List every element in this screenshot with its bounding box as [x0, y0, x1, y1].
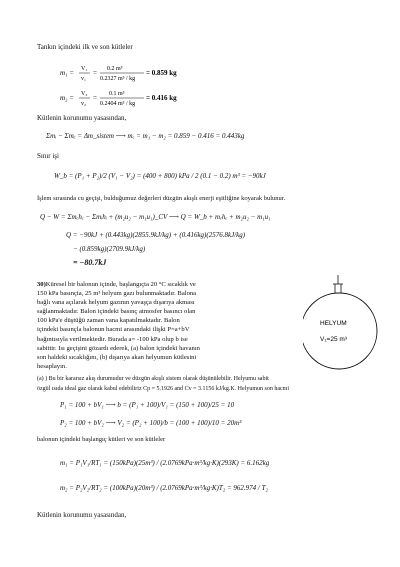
- mass-conservation-text-2: Kütlenin korunumu yasasından,: [37, 511, 127, 519]
- m1-result: = 0.859 kg: [146, 69, 177, 77]
- m2-lhs: m₂ =: [60, 94, 74, 102]
- mass-conservation-text: Kütlenin korunumu yasasından,: [37, 114, 127, 122]
- m2-result: = 0.416 kg: [146, 94, 177, 102]
- p1-equation: P₁ = 100 + bV₁ ⟶ b = (P₁ + 100)/V₁ = (150 + 100)/25 = 10: [60, 401, 235, 409]
- energy-intro-text: İşlem sırasında cu geçişi, bulduğumuz değerleri düzgün akışlı enerji eşitliğine koyarak bulunur.: [37, 195, 286, 202]
- volume-label: V₁=25 m³: [320, 336, 347, 343]
- m2-frac1-num: V₂: [81, 91, 88, 97]
- m1-frac2-num: 0.2 m³: [107, 66, 123, 72]
- m1-frac2-den: 0.2327 m³ / kg: [100, 76, 136, 82]
- m1-equation: [60, 62, 190, 84]
- problem-line: bağlı vana açılarak helyum gazının yavaşça dışarıya akması: [37, 299, 195, 307]
- balloon-diagram: [303, 275, 387, 375]
- svg-text:=: =: [93, 69, 97, 77]
- energy-balance-equation: Q − W = Σmₑhₑ − Σmᵢhᵢ + (m₂u₂ − m₁u₁)_CV ⟶ Q = W_b + mₑhₑ + m₂u₂ − m₁u₁: [40, 213, 271, 221]
- m1-balloon-equation: m₁ = P₁V₁/RT₁ = (150kPa)(25m³) / (2.0769kPa·m³/kg·K)(293K) = 6.162kg: [60, 459, 270, 467]
- svg-text:=: =: [93, 94, 97, 102]
- problem-line: bağıntısıyla verilmektedir. Burada a= -100 kPa olup b ise: [37, 335, 188, 343]
- problem-line: son haldeki sıcaklığını, (b) dışarıya akan helyumun kütlesini: [37, 353, 197, 361]
- m2-frac1-den: v₂: [81, 101, 87, 107]
- boundary-work-label: Sınır işi: [37, 152, 59, 160]
- energy-result: = −80.7kJ: [73, 258, 107, 267]
- problem-line: 100 kPa'e düştüğü zaman vana kapatılmaktadır. Balon: [37, 317, 180, 325]
- problem-line: hesaplayın.: [37, 362, 67, 370]
- balloon-figure: [303, 275, 387, 375]
- m1-frac1-den: v₁: [81, 76, 87, 82]
- problem-line: içindeki basınçla balonun hacmi arasındaki ilişki P=a+bV: [37, 326, 190, 334]
- balloon-circle: [303, 293, 377, 369]
- intro-text: Tankın içindeki ilk ve son kütleler: [37, 43, 133, 51]
- balloon-mass-intro: balonun içindeki başlangıç kütleri ve son kütleler: [37, 436, 166, 443]
- m1-lhs: m₁ =: [60, 69, 74, 77]
- m2-equation: [60, 87, 190, 109]
- solution-a-text: (a) ) Bu bir kararsız akış durumudur ve düzgün akışlı sistem olarak düşünülebilir. Helyumu sabit: [37, 376, 269, 382]
- helium-label: HELYUM: [320, 320, 347, 327]
- problem-30-text: [37, 280, 295, 371]
- energy-equation-line-3: − (0.859kg)(2709.9kJ/kg): [73, 245, 146, 253]
- problem-line: Küresel bir balonun içinde, başlangıçta 20 °C sıcaklık ve: [45, 281, 196, 288]
- problem-line: sabittir. Isı geçişini gözardı ederek, (a) balon içindeki havanın: [37, 344, 200, 352]
- problem-number: 30): [37, 281, 46, 288]
- m2-balloon-equation: m₂ = P₂V₂/RT₂ = (100kPa)(20m³) / (2.0769kPa·m³/kg·K)T₂ = 962.974 / T₂: [60, 484, 268, 492]
- solution-b-text: özgül ısıda ideal gaz olarak kabul edebiliriz Cp = 5.1926 and Cv = 3.1156 kJ/kg.K. Helyumun son hacmi: [37, 386, 289, 392]
- problem-line: 150 kPa basınçta, 25 m³ helyum gazı bulunmaktadır. Balona: [37, 290, 197, 298]
- energy-equation-line-2: Q = −90kJ + (0.443kg)(2855.9kJ/kg) + (0.416kg)(2576.8kJ/kg): [66, 231, 246, 239]
- m2-frac2-den: 0.2404 m³ / kg: [100, 101, 136, 107]
- p2-equation: P₂ = 100 + bV₂ ⟶ V₂ = (P₂ + 100)/b = (100 + 100)/10 = 20m³: [60, 419, 242, 427]
- problem-line: sağlanmaktadır. Balon içindeki basınç atmosfer basıncı olan: [37, 308, 196, 316]
- mass-balance-equation: Σmᵢ − Σmₑ = Δm_sistem ⟶ mₑ = m₁ − m₂ = 0.859 − 0.416 = 0.443kg: [46, 132, 245, 140]
- m2-frac2-num: 0.1 m³: [109, 91, 125, 97]
- boundary-work-equation: W_b = (P₁ + P₂)/2 (V₁ − V₂) = (400 + 800) kPa / 2 (0.1 − 0.2) m³ = −90kJ: [54, 172, 266, 180]
- m1-frac1-num: V₁: [81, 66, 88, 72]
